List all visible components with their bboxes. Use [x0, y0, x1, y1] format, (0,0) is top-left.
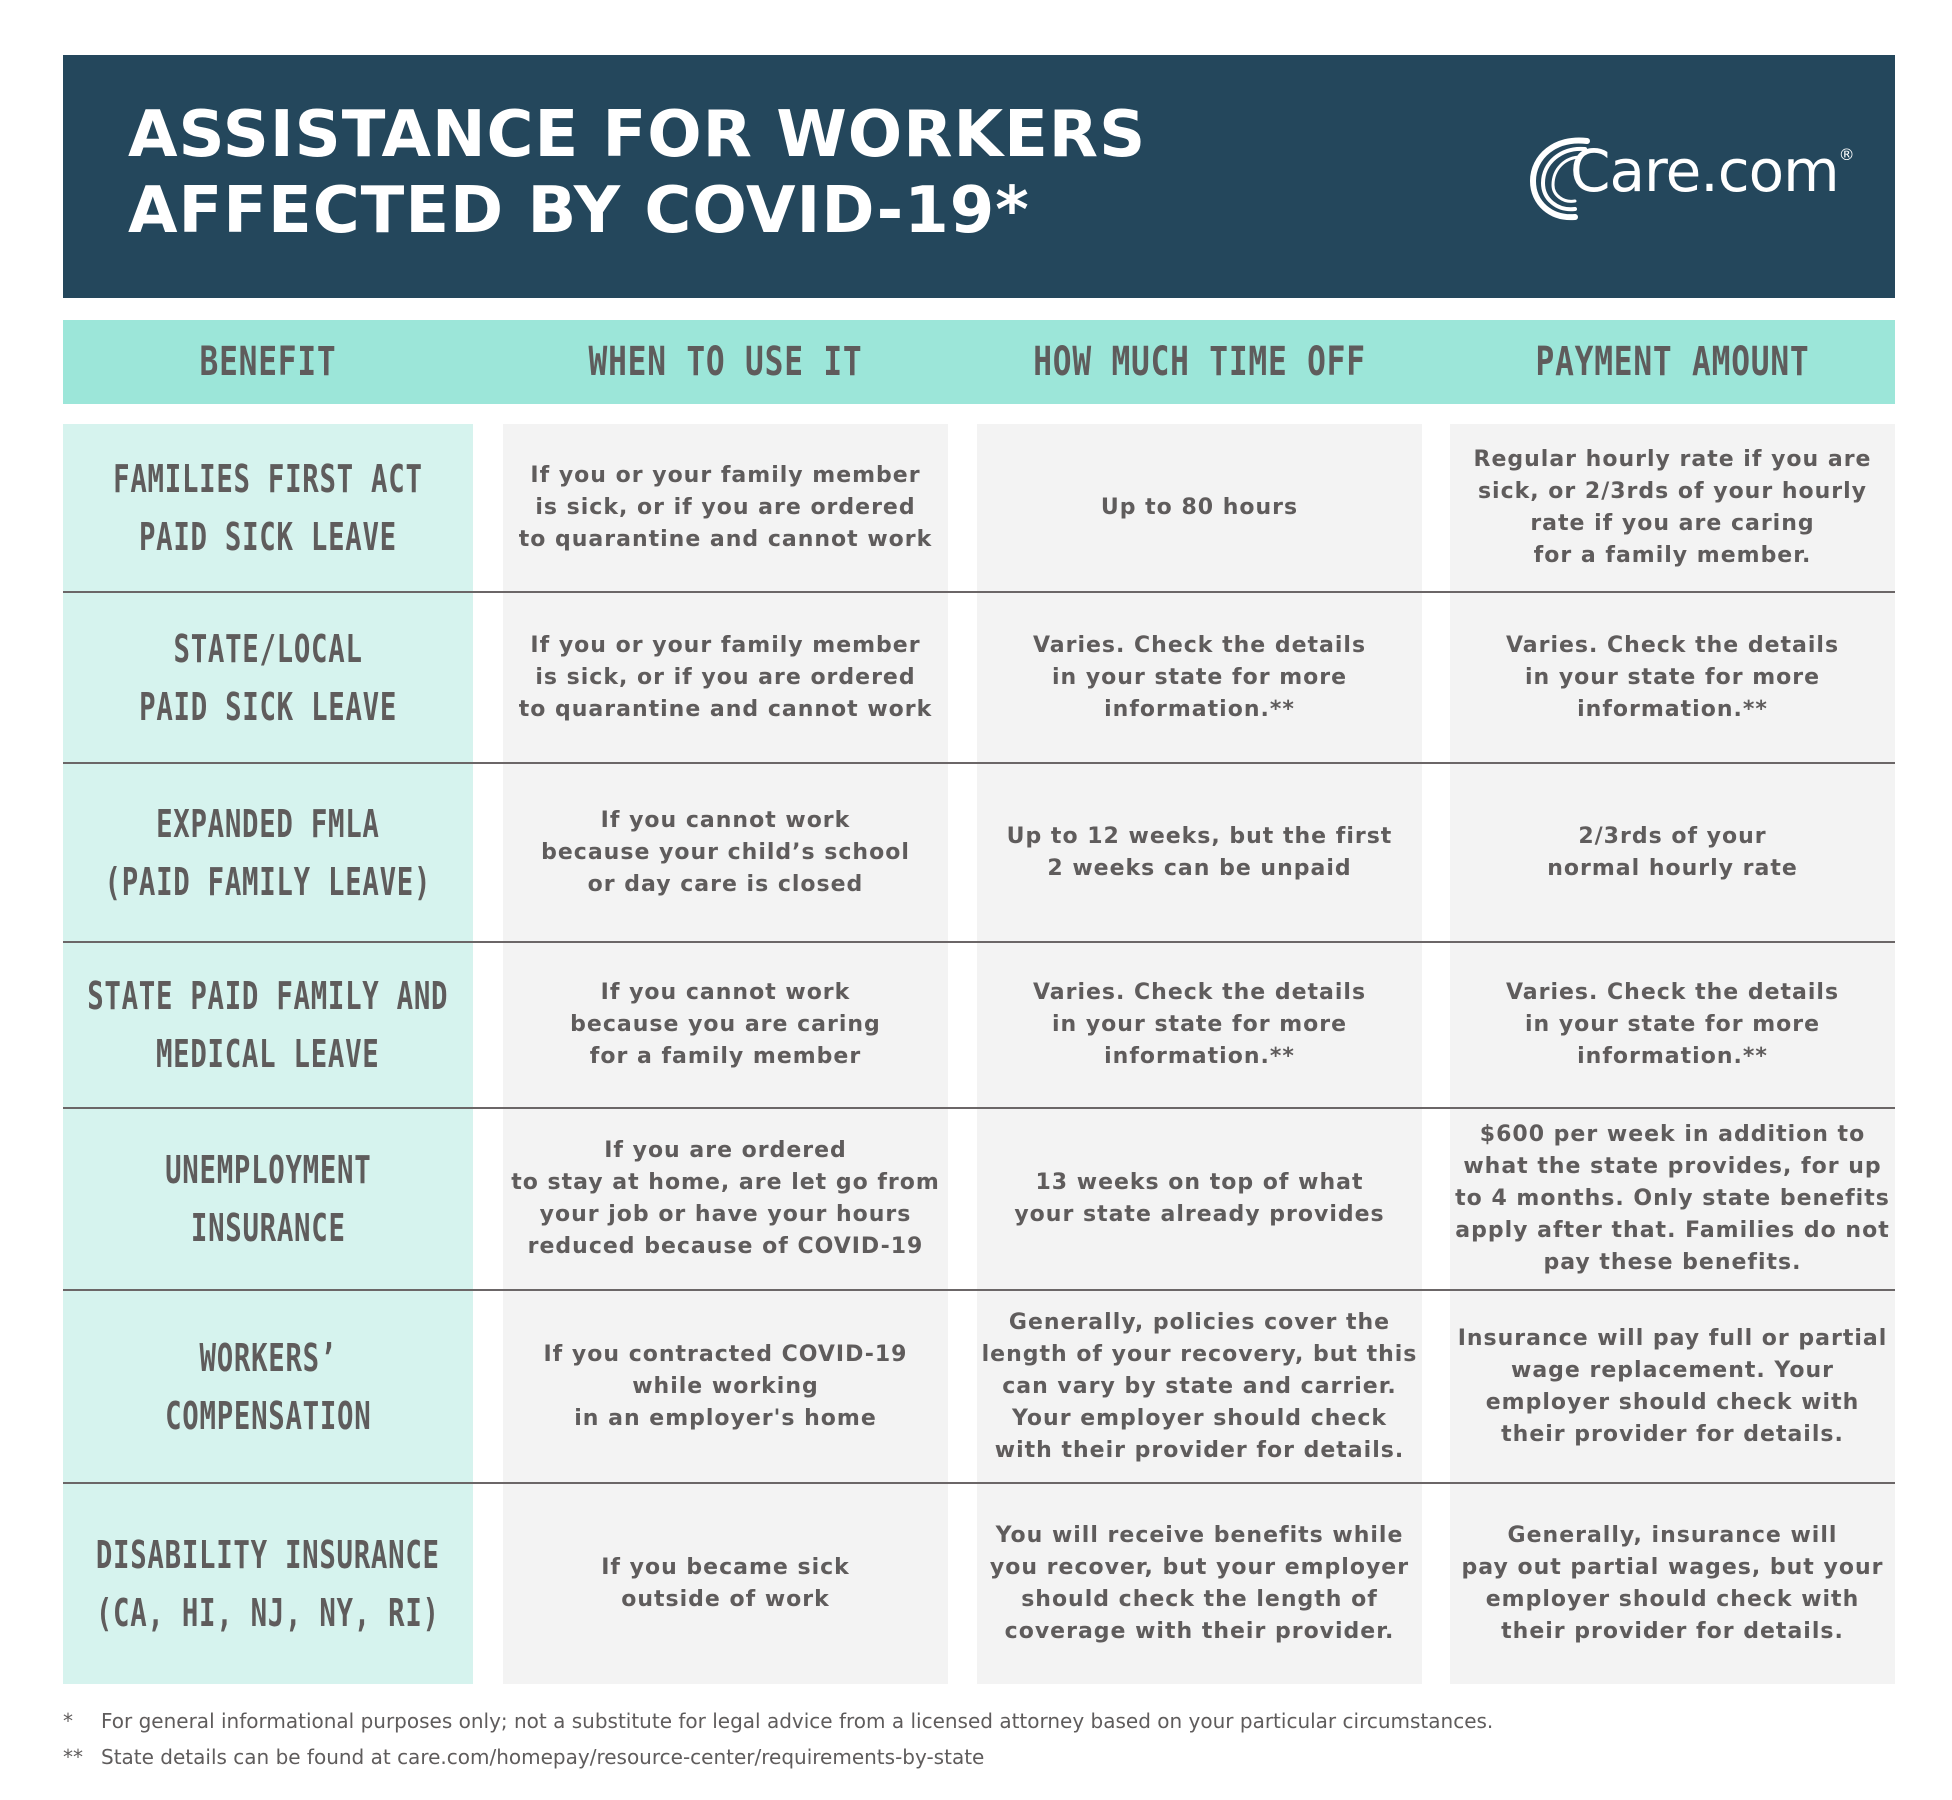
benefit-cell-line: DISABILITY INSURANCE — [96, 1532, 440, 1577]
payment-cell — [1450, 1290, 1895, 1483]
footnote — [63, 1739, 1493, 1775]
benefit-cell — [63, 1290, 473, 1483]
payment-cell-line: wage replacement. Your — [1511, 1357, 1834, 1383]
column-header-band — [63, 320, 1895, 404]
when-cell-line: If you cannot work — [600, 980, 851, 1005]
time-cell — [977, 592, 1422, 763]
benefit-cell-line: FAMILIES FIRST ACT — [113, 457, 423, 501]
when-cell — [503, 942, 948, 1108]
when-cell-line: for a family member — [589, 1044, 862, 1069]
time-cell-line: your state already provides — [1014, 1202, 1385, 1227]
time-cell-line: with their provider for details. — [994, 1437, 1405, 1463]
payment-cell-line: to 4 months. Only state benefits — [1455, 1186, 1890, 1211]
when-cell-line: is sick, or if you are ordered — [535, 664, 916, 690]
when-cell-line: If you or your family member — [530, 463, 921, 488]
payment-cell-line: sick, or 2/3rds of your hourly — [1477, 479, 1868, 504]
time-cell-line: Varies. Check the details — [1032, 632, 1367, 658]
table-row — [63, 1483, 1895, 1684]
when-cell — [503, 424, 948, 592]
table-row — [63, 942, 1895, 1108]
when-cell — [503, 1483, 948, 1684]
time-cell-line: Your employer should check — [1012, 1405, 1387, 1431]
when-cell-line: If you are ordered — [604, 1138, 847, 1163]
when-cell-line: is sick, or if you are ordered — [535, 495, 916, 520]
when-cell-line: while working — [632, 1373, 819, 1399]
benefit-cell-line: UNEMPLOYMENT — [164, 1148, 372, 1192]
column-header-when: WHEN TO USE IT — [588, 339, 863, 385]
benefit-cell — [63, 1483, 473, 1684]
payment-cell-line: pay these benefits. — [1543, 1250, 1802, 1275]
when-cell — [503, 1108, 948, 1290]
payment-cell — [1450, 942, 1895, 1108]
benefit-cell-line: (PAID FAMILY LEAVE) — [104, 859, 432, 904]
table-row — [63, 1108, 1895, 1290]
payment-cell — [1450, 592, 1895, 763]
payment-cell — [1450, 763, 1895, 942]
payment-cell-line: Regular hourly rate if you are — [1473, 447, 1872, 472]
time-cell-line: in your state for more — [1051, 1012, 1348, 1037]
footnotes — [63, 1703, 1493, 1775]
when-cell-line: your job or have your hours — [539, 1202, 912, 1227]
payment-cell-line: $600 per week in addition to — [1479, 1122, 1866, 1147]
benefit-cell-line: PAID SICK LEAVE — [139, 684, 397, 729]
payment-cell-line: their provider for details. — [1501, 1421, 1844, 1447]
time-cell-line: 13 weeks on top of what — [1035, 1170, 1364, 1195]
time-cell-line: information.** — [1104, 1044, 1295, 1069]
time-cell-line: Up to 80 hours — [1100, 495, 1299, 520]
when-cell-line: to stay at home, are let go from — [511, 1170, 940, 1195]
payment-cell-line: employer should check with — [1485, 1586, 1860, 1612]
when-cell-line: outside of work — [621, 1586, 830, 1612]
benefit-cell-line: STATE/LOCAL — [173, 626, 363, 671]
time-cell — [977, 1108, 1422, 1290]
footnote-mark: * — [63, 1709, 73, 1733]
payment-cell-line: rate if you are caring — [1530, 511, 1815, 536]
when-cell — [503, 763, 948, 942]
payment-cell — [1450, 1483, 1895, 1684]
benefit-cell — [63, 424, 473, 592]
benefit-cell-line: EXPANDED FMLA — [156, 801, 380, 846]
table-row — [63, 424, 1895, 592]
benefit-cell-line: (CA, HI, NJ, NY, RI) — [96, 1590, 440, 1635]
benefit-cell-line: INSURANCE — [190, 1206, 346, 1250]
payment-cell-line: Insurance will pay full or partial — [1457, 1325, 1888, 1351]
payment-cell-line: Generally, insurance will — [1507, 1522, 1838, 1548]
when-cell — [503, 1290, 948, 1483]
payment-cell-line: Varies. Check the details — [1505, 980, 1840, 1005]
time-cell — [977, 1290, 1422, 1483]
when-cell-line: to quarantine and cannot work — [518, 696, 933, 722]
payment-cell-line: 2/3rds of your — [1578, 823, 1767, 849]
footnote-text: State details can be found at care.com/homepay/resource-center/requirements-by-state — [101, 1745, 985, 1769]
payment-cell-line: Varies. Check the details — [1505, 632, 1840, 658]
payment-cell-line: employer should check with — [1485, 1389, 1860, 1415]
payment-cell-line: for a family member. — [1533, 543, 1812, 568]
time-cell — [977, 424, 1422, 592]
benefit-cell-line: PAID SICK LEAVE — [139, 515, 397, 559]
title-line-1: ASSISTANCE FOR WORKERS — [128, 98, 1147, 172]
time-cell — [977, 763, 1422, 942]
when-cell-line: because your child’s school — [541, 839, 910, 865]
benefit-cell-line: STATE PAID FAMILY AND — [87, 974, 449, 1018]
time-cell — [977, 1483, 1422, 1684]
care-com-logo — [1525, 133, 1854, 223]
benefit-cell — [63, 942, 473, 1108]
when-cell — [503, 592, 948, 763]
benefits-table — [63, 424, 1895, 1684]
time-cell-line: information.** — [1104, 696, 1295, 722]
benefit-cell-line: MEDICAL LEAVE — [156, 1032, 380, 1076]
column-header-time: HOW MUCH TIME OFF — [1033, 339, 1366, 385]
payment-cell-line: in your state for more — [1524, 664, 1821, 690]
logo-wordmark: Care.com® — [1570, 137, 1854, 205]
time-cell-line: Varies. Check the details — [1032, 980, 1367, 1005]
time-cell-line: you recover, but your employer — [989, 1554, 1410, 1580]
when-cell-line: to quarantine and cannot work — [518, 527, 933, 552]
time-cell-line: Up to 12 weeks, but the first — [1006, 823, 1393, 849]
column-header-payment: PAYMENT AMOUNT — [1535, 339, 1810, 385]
time-cell-line: length of your recovery, but this — [981, 1341, 1418, 1367]
when-cell-line: If you became sick — [601, 1554, 850, 1580]
time-cell-line: should check the length of — [1021, 1586, 1378, 1612]
when-cell-line: If you or your family member — [530, 632, 921, 658]
footnote-mark: ** — [63, 1745, 83, 1769]
time-cell-line: coverage with their provider. — [1004, 1618, 1395, 1644]
benefit-cell — [63, 1108, 473, 1290]
when-cell-line: reduced because of COVID-19 — [527, 1234, 924, 1259]
payment-cell-line: information.** — [1577, 1044, 1768, 1069]
payment-cell-line: apply after that. Families do not — [1455, 1218, 1890, 1243]
benefit-cell-line: WORKERS’ — [199, 1335, 337, 1380]
benefit-cell — [63, 592, 473, 763]
title-line-2: AFFECTED BY COVID-19* — [128, 174, 1030, 248]
time-cell-line: Generally, policies cover the — [1008, 1309, 1391, 1335]
when-cell-line: or day care is closed — [587, 871, 864, 897]
when-cell-line: If you cannot work — [600, 807, 851, 833]
benefit-cell-line: COMPENSATION — [164, 1393, 372, 1438]
footnote — [63, 1703, 1493, 1739]
payment-cell-line: what the state provides, for up — [1463, 1154, 1882, 1179]
table-row — [63, 1290, 1895, 1483]
when-cell-line: in an employer's home — [574, 1405, 877, 1431]
table-row — [63, 592, 1895, 763]
column-header-benefit: BENEFIT — [199, 339, 337, 385]
payment-cell-line: pay out partial wages, but your — [1461, 1554, 1884, 1580]
payment-cell-line: information.** — [1577, 696, 1768, 722]
when-cell-line: If you contracted COVID-19 — [543, 1341, 908, 1367]
payment-cell — [1450, 424, 1895, 592]
header-banner — [63, 55, 1895, 298]
payment-cell-line: their provider for details. — [1501, 1618, 1844, 1644]
payment-cell-line: in your state for more — [1524, 1012, 1821, 1037]
benefit-cell — [63, 763, 473, 942]
time-cell-line: 2 weeks can be unpaid — [1047, 855, 1352, 881]
time-cell-line: You will receive benefits while — [995, 1522, 1404, 1548]
payment-cell — [1450, 1108, 1895, 1290]
time-cell-line: can vary by state and carrier. — [1002, 1373, 1397, 1399]
when-cell-line: because you are caring — [570, 1012, 881, 1037]
time-cell — [977, 942, 1422, 1108]
table-row — [63, 763, 1895, 942]
page-title — [128, 97, 1146, 249]
time-cell-line: in your state for more — [1051, 664, 1348, 690]
payment-cell-line: normal hourly rate — [1547, 855, 1798, 881]
footnote-text: For general informational purposes only; not a substitute for legal advice from a licensed attorney based on your particular circumstances. — [101, 1709, 1494, 1733]
